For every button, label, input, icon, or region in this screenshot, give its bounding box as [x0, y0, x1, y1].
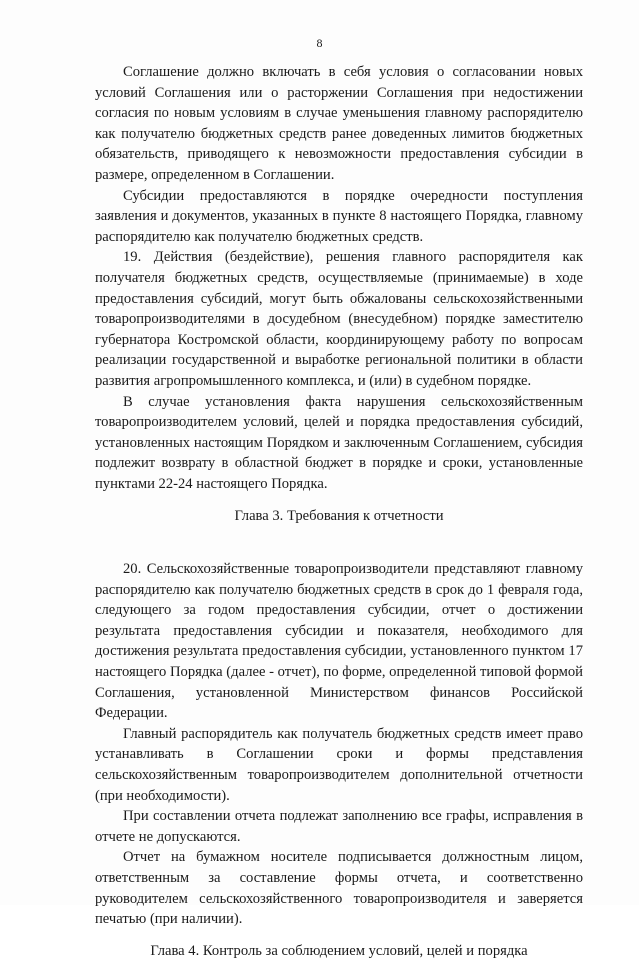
paragraph-20-report: 20. Сельскохозяйственные товаропроизводители представляют главному распорядителю как получателю бюджетных средств в срок до 1 февраля года, следующего за годом предоставления субсидии, отчет о достижении результата предоставления субсидии и показателя, необходимого для достижения результата предоставления субсидии, установленного пунктом 17 настоящего Порядка (далее - отчет), по форме, определенной типовой формой Соглашения, установленной Министерством финансов Российской Федерации. — [95, 561, 583, 722]
document-body — [95, 62, 583, 961]
paragraph-subsidy-order: Субсидии предоставляются в порядке очередности поступления заявления и документов, указанных в пункте 8 настоящего Порядка, главному распорядителю как получателю бюджетных средств. — [95, 187, 583, 245]
paragraph-additional-reporting: Главный распорядитель как получатель бюджетных средств имеет право устанавливать в Соглашении сроки и формы представления сельскохозяйственным товаропроизводителем дополнительной отчетности (при необходимости). — [95, 725, 583, 804]
spacer — [95, 527, 583, 559]
paragraph-report-signing: Отчет на бумажном носителе подписывается должностным лицом, ответственным за составление формы отчета, и соответственно руководителем сельскохозяйственного товаропроизводителя и заверяется печатью (при наличии). — [95, 849, 583, 928]
paragraph-agreement-conditions: Соглашение должно включать в себя условия о согласовании новых условий Соглашения или о расторжении Соглашения при недостижении согласия по новым условиям в случае уменьшения главному распорядителю как получателю бюджетных средств ранее доведенных лимитов бюджетных обязательств, приводящего к невозможности предоставления субсидии в размере, определенном в Соглашении. — [95, 64, 583, 183]
paragraph-19-appeals: 19. Действия (бездействие), решения главного распорядителя как получателя бюджетных средств, осуществляемые (принимаемые) в ходе предоставления субсидий, могут быть обжалованы сельскохозяйственными товаропроизводителями в досудебном (внесудебном) порядке заместителю губернатора Костромской области, координирующему работу по вопросам реализации государственной и выработке региональной политики в области развития агропромышленного комплекса, и (или) в судебном порядке. — [95, 249, 583, 389]
chapter-4-heading: Глава 4. Контроль за соблюдением условий, целей и порядка — [150, 942, 528, 959]
spacer — [95, 494, 583, 506]
paragraph-violation-return: В случае установления факта нарушения сельскохозяйственным товаропроизводителем условий, целей и порядка предоставления субсидий, установленных настоящим Порядком и заключенным Соглашением, субсидия подлежит возврату в областной бюджет в порядке и сроки, установленные пунктами 22-24 настоящего Порядка. — [95, 393, 583, 492]
chapter-3-heading: Глава 3. Требования к отчетности — [234, 508, 444, 525]
paragraph-report-fields: При составлении отчета подлежат заполнению все графы, исправления в отчете не допускаются. — [95, 808, 583, 845]
spacer — [95, 930, 583, 941]
page-number: 8 — [316, 36, 323, 50]
